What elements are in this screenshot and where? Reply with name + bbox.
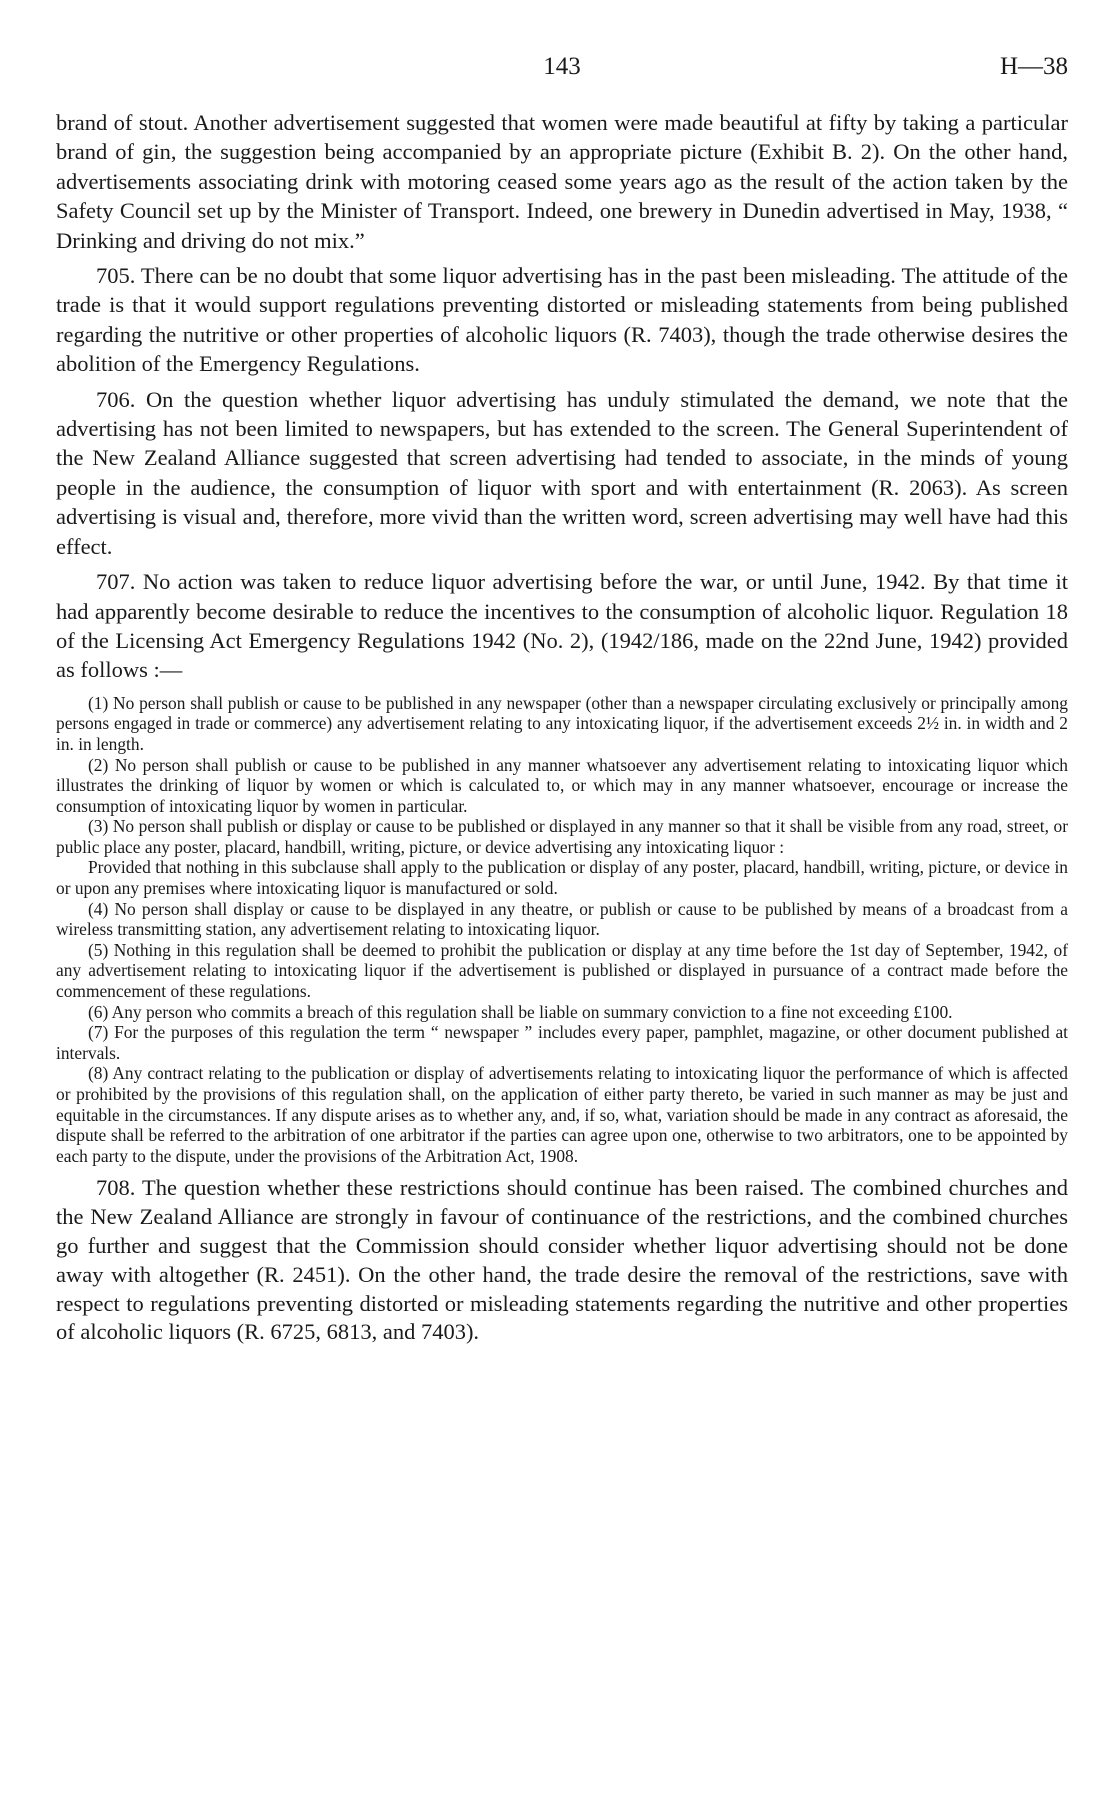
- regulation-18-quote: [56, 693, 1068, 1167]
- regulation-clause-6: (6) Any person who commits a breach of this regulation shall be liable on summary conviction to a fine not exceeding £100.: [88, 1001, 953, 1022]
- paragraph-707: 707. No action was taken to reduce liquor advertising before the war, or until June, 1942. By that time it had apparently become desirable to reduce the incentives to the consumption of alcoholic liquor. Regulation 18 of the Licensing Act Emergency Regulations 1942 (No. 2), (1942/186, made on the 22nd June, 1942) provided as follows :—: [56, 569, 1068, 683]
- document-page: [56, 52, 1068, 1347]
- regulation-clause-2: (2) No person shall publish or cause to be published in any manner whatsoever any advertisement relating to intoxicating liquor which illustrates the drinking of liquor by women or which is calculated to, or which may in any manner whatsoever, encourage or increase the consumption of intoxicating liquor by women in particular.: [56, 754, 1068, 816]
- paragraph-continued: brand of stout. Another advertisement suggested that women were made beautiful at fifty by taking a particular brand of gin, the suggestion being accompanied by an appropriate picture (Exhibit B. 2). On the other hand, advertisements associating drink with motoring ceased some years ago as the result of the action taken by the Safety Council set up by the Minister of Transport. Indeed, one brewery in Dunedin advertised in May, 1938, “ Drinking and driving do not mix.”: [56, 110, 1068, 253]
- regulation-clause-3: (3) No person shall publish or display or cause to be published or displayed in any manner so that it shall be visible from any road, street, or public place any poster, placard, handbill, writing, picture, or device advertising any intoxicating liquor :: [56, 816, 1068, 857]
- regulation-clause-1: (1) No person shall publish or cause to be published in any newspaper (other than a newspaper circulating exclusively or principally among persons engaged in trade or commerce) any advertisement relating to any intoxicating liquor, if the advertisement exceeds 2½ in. in width and 2 in. in length.: [56, 692, 1068, 754]
- regulation-clause-4: (4) No person shall display or cause to be displayed in any theatre, or publish or cause to be published by means of a broadcast from a wireless transmitting station, any advertisement relating to intoxicating liquor.: [56, 898, 1068, 940]
- regulation-clause-7: (7) For the purposes of this regulation the term “ newspaper ” includes every paper, pamphlet, magazine, or other document published at intervals.: [56, 1022, 1068, 1063]
- running-header: [56, 52, 1068, 88]
- page-number: 143: [543, 53, 581, 80]
- regulation-clause-8: (8) Any contract relating to the publication or display of advertisements relating to intoxicating liquor the performance of which is affected or prohibited by the provisions of this regulation shall, on the application of either party thereto, be varied in such manner as may be just and equitable in the circumstances. If any dispute arises as to whether any, and, if so, what, variation should be made in any contract as aforesaid, the dispute shall be referred to the arbitration of one arbitrator if the parties can agree upon one, otherwise to two arbitrators, one to be appointed by each party to the dispute, under the provisions of the Arbitration Act, 1908.: [56, 1063, 1068, 1166]
- paragraph-708: 708. The question whether these restrictions should continue has been raised. The combined churches and the New Zealand Alliance are strongly in favour of continuance of the restrictions, and the combined churches go further and suggest that the Commission should consider whether liquor advertising should not be done away with altogether (R. 2451). On the other hand, the trade desire the removal of the restrictions, save with respect to regulations preventing distorted or misleading statements regarding the nutritive and other properties of alcoholic liquors (R. 6725, 6813, and 7403).: [56, 1175, 1068, 1345]
- regulation-clause-3-proviso: Provided that nothing in this subclause shall apply to the publication or display of any poster, placard, handbill, writing, picture, or device in or upon any premises where intoxicating liquor is manufactured or sold.: [56, 857, 1068, 899]
- regulation-clause-5: (5) Nothing in this regulation shall be deemed to prohibit the publication or display at any time before the 1st day of September, 1942, of any advertisement relating to intoxicating liquor if the advertisement is published or displayed in pursuance of a contract made before the commencement of these regulations.: [56, 939, 1068, 1002]
- document-reference: H—38: [999, 53, 1068, 80]
- paragraph-705: 705. There can be no doubt that some liquor advertising has in the past been misleading. The attitude of the trade is that it would support regulations preventing distorted or misleading statements from being published regarding the nutritive or other properties of alcoholic liquors (R. 7403), though the trade otherwise desires the abolition of the Emergency Regulations.: [56, 263, 1068, 377]
- paragraph-706: 706. On the question whether liquor advertising has unduly stimulated the demand, we note that the advertising has not been limited to newspapers, but has extended to the screen. The General Superintendent of the New Zealand Alliance suggested that screen advertising had tended to associate, in the minds of young people in the audience, the consumption of liquor with sport and with entertainment (R. 2063). As screen advertising is visual and, therefore, more vivid than the written word, screen advertising may well have had this effect.: [56, 386, 1068, 559]
